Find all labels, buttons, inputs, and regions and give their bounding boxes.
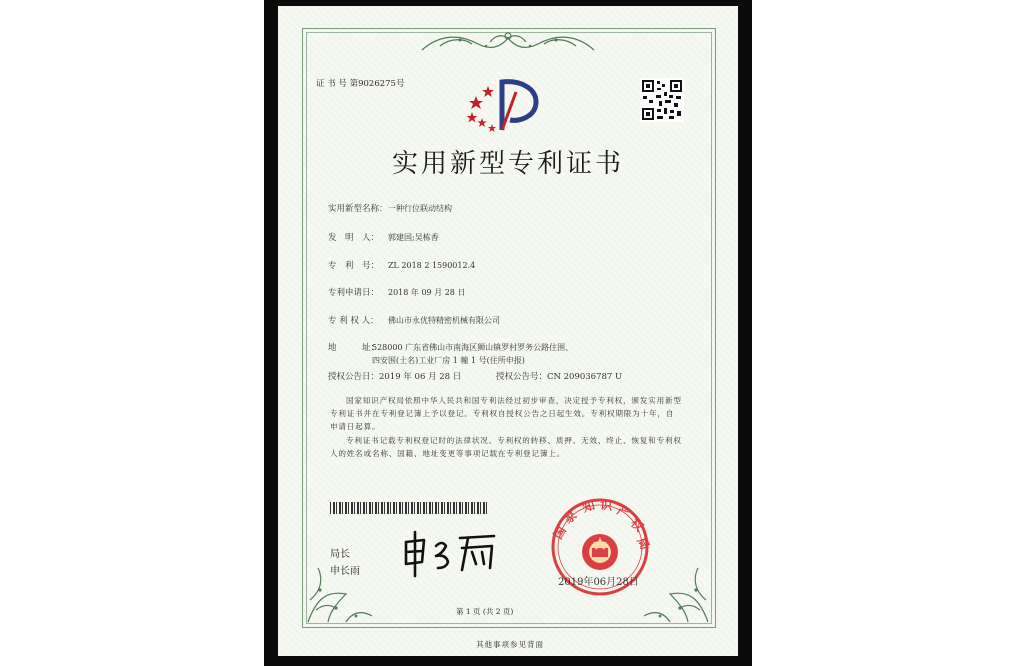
field-value-inventor: 郭建国;吴栋香 bbox=[388, 233, 439, 242]
svg-text:局: 局 bbox=[634, 534, 653, 553]
patent-office-logo bbox=[466, 74, 542, 136]
svg-text:产: 产 bbox=[614, 502, 632, 521]
certificate-number: 证 书 号 第9026275号 bbox=[316, 79, 405, 89]
certificate-title: 实用新型专利证书 bbox=[391, 149, 624, 179]
grant-number: 授权公告号：CN 209036787 U bbox=[496, 372, 623, 382]
svg-text:家: 家 bbox=[561, 507, 580, 527]
field-label-patentee: 专 利 权 人： bbox=[328, 316, 379, 326]
paragraph-grant-statement: 国家知识产权局依照中华人民共和国专利法经过初步审查，决定授予专利权，颁发实用新型专利证书并在专利登记簿上予以登记。专利权自授权公告之日起生效。专利权期限为十年，自申请日起算。 bbox=[330, 396, 682, 431]
field-value-address-line2: 四安围(土名)工业厂房 1 幢 1 号(住所申报) bbox=[372, 356, 525, 365]
paragraph-legal-status: 专利证书记载专利权登记时的法律状况。专利权的转移、质押、无效、终止、恢复和专利权人的姓名或名称、国籍、地址变更等事项记载在专利登记簿上。 bbox=[330, 436, 682, 458]
field-value-filing-date: 2018 年 09 月 28 日 bbox=[388, 288, 466, 297]
director-name: 申长雨 bbox=[330, 566, 360, 577]
field-value-address-line1: 528000 广东省佛山市南海区狮山镇罗村罗务公路住围、 bbox=[372, 343, 574, 352]
seal-date: 2019年06月28日 bbox=[558, 577, 639, 588]
field-label-inventor: 发 明 人： bbox=[328, 233, 380, 243]
top-ornament bbox=[420, 30, 596, 54]
page-number: 第 1 页 (共 2 页) bbox=[456, 607, 514, 616]
barcode bbox=[330, 502, 488, 514]
field-label-name: 实用新型名称： bbox=[328, 204, 388, 214]
field-label-patent-number: 专 利 号： bbox=[328, 261, 380, 271]
field-label-filing-date: 专利申请日： bbox=[328, 288, 380, 298]
director-signature bbox=[398, 528, 502, 580]
svg-text:国: 国 bbox=[550, 523, 569, 542]
director-title: 局长 bbox=[330, 549, 350, 560]
svg-text:知: 知 bbox=[580, 498, 597, 515]
qr-code bbox=[640, 78, 684, 122]
grant-date: 授权公告日：2019 年 06 月 28 日 bbox=[328, 372, 462, 382]
svg-text:权: 权 bbox=[627, 515, 647, 535]
svg-text:识: 识 bbox=[599, 498, 613, 513]
field-label-address: 地 址： bbox=[328, 343, 380, 353]
field-value-patentee: 佛山市永优特精密机械有限公司 bbox=[388, 316, 500, 325]
footer-note: 其他事项参见背面 bbox=[476, 640, 544, 649]
field-value-patent-number: ZL 2018 2 1590012.4 bbox=[388, 261, 476, 270]
field-value-name: 一种行位联动结构 bbox=[388, 204, 452, 213]
